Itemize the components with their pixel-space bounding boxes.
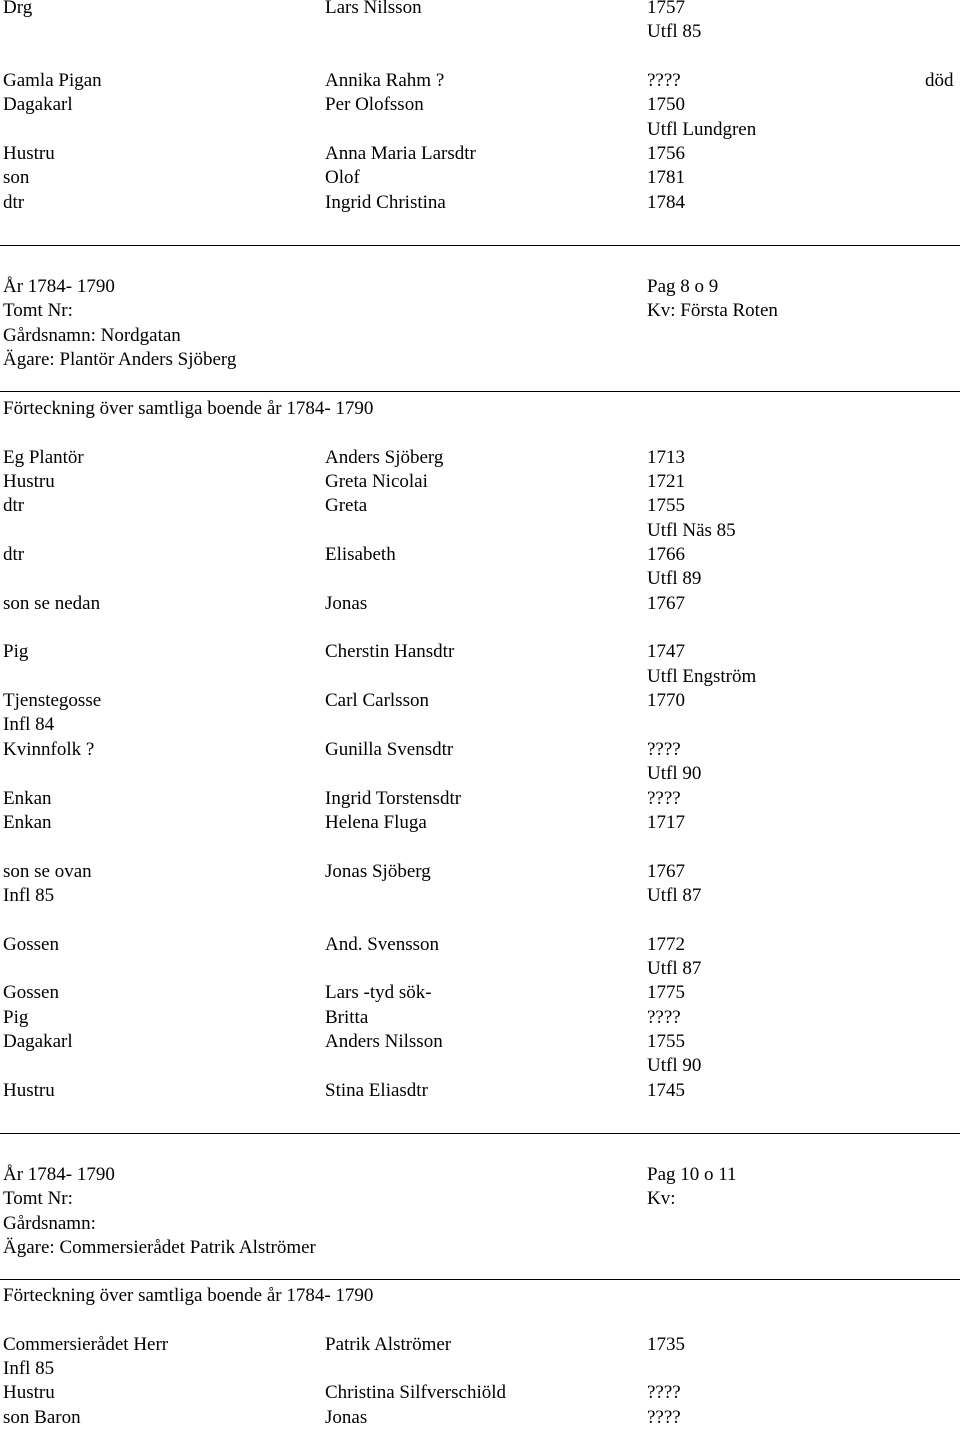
header-row	[0, 1236, 960, 1260]
year-cell: 1755	[647, 1030, 685, 1052]
name-cell: Olof	[325, 167, 360, 189]
page-ref: Pag 8 o 9	[647, 276, 719, 297]
year-cell: ????	[647, 1382, 681, 1404]
year-range: År 1784- 1790	[3, 276, 115, 297]
list-item	[0, 738, 960, 762]
year-cell: 1772	[647, 933, 685, 955]
list-heading	[0, 1284, 960, 1308]
list-item	[0, 933, 960, 957]
list-item	[0, 1030, 960, 1054]
list-item	[0, 689, 960, 713]
owner: Ägare: Commersierådet Patrik Alströmer	[3, 1237, 316, 1259]
role-cell: Infl 85	[3, 884, 55, 906]
year-cell: 1713	[647, 446, 685, 468]
name-cell: Gunilla Svensdtr	[325, 738, 454, 760]
list-item	[0, 1381, 960, 1405]
year-cell: ????	[647, 1006, 681, 1028]
year-cell: ????	[647, 787, 681, 809]
header-row	[0, 348, 960, 372]
list-item	[0, 1079, 960, 1103]
list-item	[0, 142, 960, 166]
header-row	[0, 324, 960, 348]
tomt-nr: Tomt Nr:	[3, 300, 73, 322]
list-item	[0, 118, 960, 142]
list-item	[0, 592, 960, 616]
name-cell: Ingrid Torstensdtr	[325, 787, 462, 809]
name-cell: Greta Nicolai	[325, 471, 428, 493]
role-cell: Drg	[3, 0, 33, 18]
list-item	[0, 1357, 960, 1381]
year-cell: 1717	[647, 811, 685, 833]
year-cell: 1770	[647, 690, 685, 712]
name-cell: Greta	[325, 495, 368, 517]
year-cell: 1721	[647, 471, 685, 493]
role-cell: son	[3, 167, 30, 189]
year-cell: ????	[647, 70, 681, 92]
role-cell: son Baron	[3, 1406, 81, 1428]
list-item	[0, 446, 960, 470]
year-cell: Utfl Lundgren	[647, 118, 757, 140]
role-cell: Gamla Pigan	[3, 70, 102, 92]
name-cell: Britta	[325, 1006, 369, 1028]
list-item	[0, 884, 960, 908]
year-cell: ????	[647, 738, 681, 760]
name-cell: Anders Nilsson	[325, 1030, 443, 1052]
year-cell: 1767	[647, 860, 685, 882]
section-b-list	[0, 397, 960, 1103]
year-cell: 1767	[647, 592, 685, 614]
year-cell: 1784	[647, 191, 685, 213]
year-cell: 1747	[647, 641, 685, 663]
role-cell: Hustru	[3, 143, 55, 165]
year-cell: ????	[647, 1406, 681, 1428]
list-item	[0, 519, 960, 543]
year-range: År 1784- 1790	[3, 1164, 115, 1185]
forteckning-heading: Förteckning över samtliga boende år 1784- 1790	[3, 398, 374, 419]
role-cell: Hustru	[3, 1079, 55, 1101]
name-cell: Lars -tyd sök-	[325, 982, 432, 1004]
list-item	[0, 69, 960, 93]
year-cell: 1781	[647, 167, 685, 189]
list-item	[0, 860, 960, 884]
name-cell: And. Svensson	[325, 933, 440, 955]
year-cell: Utfl 87	[647, 957, 702, 979]
name-cell: Per Olofsson	[325, 94, 424, 116]
list-item	[0, 166, 960, 190]
name-cell: Helena Fluga	[325, 811, 427, 833]
role-cell: son se nedan	[3, 592, 101, 614]
role-cell: Kvinnfolk ?	[3, 738, 95, 760]
name-cell: Patrik Alströmer	[325, 1333, 452, 1355]
list-item	[0, 640, 960, 664]
name-cell: Cherstin Hansdtr	[325, 641, 455, 663]
section-c-list	[0, 1284, 960, 1430]
year-cell: Utfl 90	[647, 1055, 702, 1077]
name-cell: Lars Nilsson	[325, 0, 422, 18]
list-item	[0, 1054, 960, 1078]
list-item	[0, 1406, 960, 1430]
name-cell: Jonas	[325, 592, 368, 614]
list-item	[0, 1006, 960, 1030]
kvarter: Kv: Första Roten	[647, 300, 778, 322]
list-item	[0, 762, 960, 786]
year-cell: 1750	[647, 94, 685, 116]
header-row	[0, 1163, 960, 1187]
name-cell: Jonas Sjöberg	[325, 860, 431, 882]
name-cell: Elisabeth	[325, 544, 396, 566]
list-item	[0, 981, 960, 1005]
role-cell: Dagakarl	[3, 1030, 73, 1052]
role-cell: Hustru	[3, 471, 55, 493]
role-cell: Gossen	[3, 933, 59, 955]
role-cell: Enkan	[3, 787, 52, 809]
year-cell: Utfl 89	[647, 568, 702, 590]
role-cell: Hustru	[3, 1382, 55, 1404]
year-cell: 1756	[647, 143, 685, 165]
section-b-header	[0, 275, 960, 372]
year-cell: Utfl Engström	[647, 665, 757, 687]
list-item	[0, 1333, 960, 1357]
name-cell: Anders Sjöberg	[325, 446, 444, 468]
list-item	[0, 543, 960, 567]
role-cell: Dagakarl	[3, 94, 73, 116]
list-item	[0, 811, 960, 835]
divider	[0, 1279, 960, 1280]
role-cell: Tjenstegosse	[3, 690, 102, 712]
role-cell: Infl 85	[3, 1358, 55, 1380]
name-cell: Ingrid Christina	[325, 191, 446, 213]
year-cell: Utfl 90	[647, 763, 702, 785]
section-c-header	[0, 1163, 960, 1260]
list-heading	[0, 397, 960, 421]
year-cell: 1745	[647, 1079, 685, 1101]
name-cell: Christina Silfverschiöld	[325, 1382, 507, 1404]
note-cell: död	[925, 70, 954, 92]
list-item	[0, 191, 960, 215]
name-cell: Carl Carlsson	[325, 690, 429, 712]
year-cell: 1766	[647, 544, 685, 566]
header-row	[0, 275, 960, 299]
list-item	[0, 665, 960, 689]
year-cell: 1757	[647, 0, 685, 18]
role-cell: Pig	[3, 1006, 29, 1028]
name-cell: Jonas	[325, 1406, 368, 1428]
year-cell: Utfl Näs 85	[647, 519, 736, 541]
header-row	[0, 299, 960, 323]
list-item	[0, 93, 960, 117]
list-item	[0, 470, 960, 494]
name-cell: Anna Maria Larsdtr	[325, 143, 476, 165]
role-cell: Eg Plantör	[3, 446, 84, 468]
year-cell: 1735	[647, 1333, 685, 1355]
role-cell: Commersierådet Herr	[3, 1333, 169, 1355]
owner: Ägare: Plantör Anders Sjöberg	[3, 349, 237, 371]
gardsnamn: Gårdsnamn: Nordgatan	[3, 324, 181, 346]
year-cell: 1775	[647, 982, 685, 1004]
role-cell: dtr	[3, 191, 25, 213]
year-cell: 1755	[647, 495, 685, 517]
tomt-nr: Tomt Nr:	[3, 1188, 73, 1210]
role-cell: son se ovan	[3, 860, 92, 882]
list-item	[0, 957, 960, 981]
list-item	[0, 0, 960, 20]
header-row	[0, 1187, 960, 1211]
role-cell: Infl 84	[3, 714, 55, 736]
list-item	[0, 787, 960, 811]
kvarter: Kv:	[647, 1188, 676, 1210]
forteckning-heading: Förteckning över samtliga boende år 1784- 1790	[3, 1285, 374, 1306]
divider	[0, 245, 960, 246]
list-item	[0, 713, 960, 737]
role-cell: Gossen	[3, 982, 59, 1004]
divider	[0, 391, 960, 392]
role-cell: Pig	[3, 641, 29, 663]
list-item	[0, 494, 960, 518]
list-item	[0, 20, 960, 44]
header-row	[0, 1212, 960, 1236]
role-cell: dtr	[3, 544, 25, 566]
role-cell: Enkan	[3, 811, 52, 833]
section-a-household	[0, 0, 960, 215]
list-item	[0, 567, 960, 591]
gardsnamn: Gårdsnamn:	[3, 1212, 96, 1234]
divider	[0, 1133, 960, 1134]
page-ref: Pag 10 o 11	[647, 1164, 737, 1185]
name-cell: Annika Rahm ?	[325, 70, 445, 92]
year-cell: Utfl 87	[647, 884, 702, 906]
role-cell: dtr	[3, 495, 25, 517]
year-cell: Utfl 85	[647, 21, 702, 43]
name-cell: Stina Eliasdtr	[325, 1079, 428, 1101]
